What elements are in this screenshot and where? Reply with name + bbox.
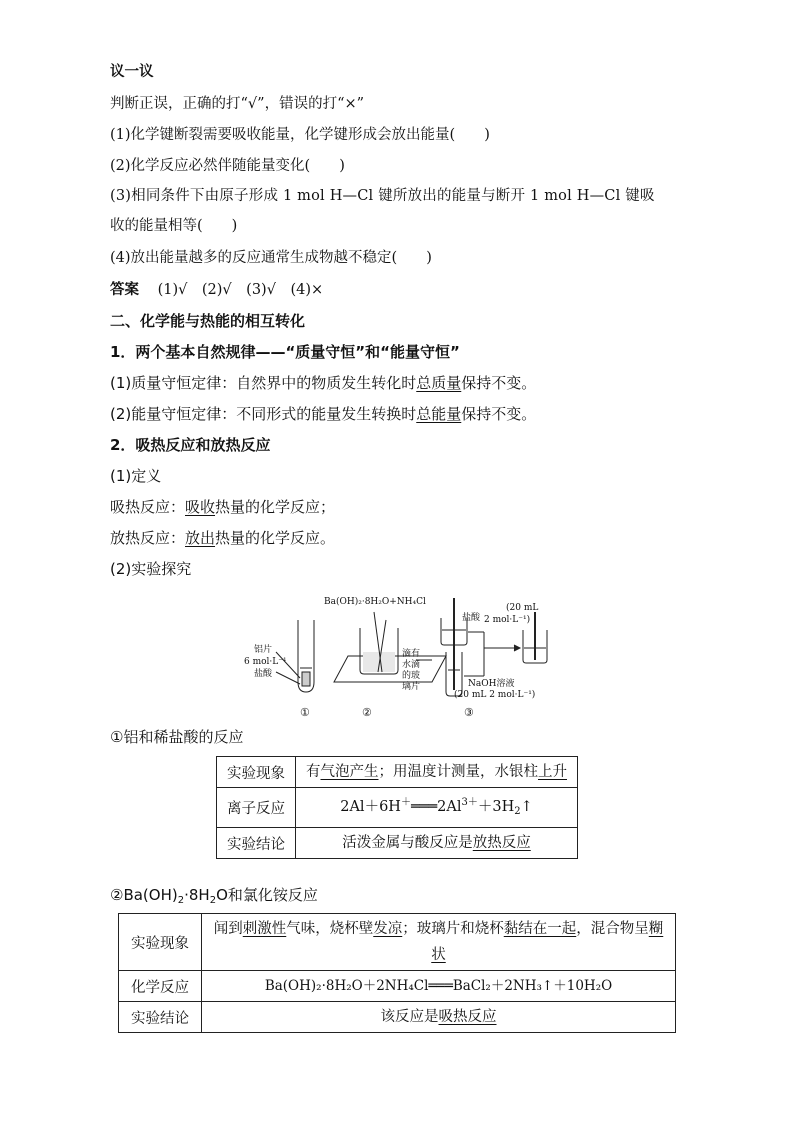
table-header-cell: 化学反应 (119, 971, 202, 1002)
answer-text: (1)√ (2)√ (3)√ (4)× (157, 282, 324, 298)
label-al-1: 铝片 (254, 645, 273, 655)
table-cell: 有气泡产生；用温度计测量，水银柱上升 (296, 757, 578, 788)
exp2-title: $②Ba(OH)_2\cdot 8H_2O$和氯化铵反应 (110, 886, 318, 906)
question-3-line1: (3)相同条件下由原子形成 1 mol H—Cl 键所放出的能量与断开 1 mol H—Cl 键吸 (110, 188, 655, 204)
table-row (119, 971, 676, 1002)
underline-answer: 总质量 (416, 374, 462, 392)
table-header-cell: 实验现象 (217, 757, 296, 788)
table-cell: 活泼金属与酸反应是放热反应 (296, 828, 578, 859)
table-row (217, 788, 578, 828)
exothermic-definition: 放热反应：放出热量的化学反应。 (110, 529, 336, 547)
table-row (119, 914, 676, 971)
explore-heading: (2)实验探究 (110, 560, 192, 578)
table-row (217, 757, 578, 788)
figure-number-3: ③ (464, 706, 474, 719)
energy-conservation: (2)能量守恒定律：不同形式的能量发生转换时总能量保持不变。 (110, 405, 537, 423)
table-cell: 该反应是吸热反应 (202, 1002, 676, 1033)
exp1-table (216, 756, 578, 859)
experiment-apparatus-figure (236, 590, 556, 720)
section-title: 二、化学能与热能的相互转化 (110, 312, 306, 330)
underline-answer: 吸热反应 (438, 1009, 497, 1025)
label-hcl: 盐酸 (462, 613, 481, 623)
exp1-title: ①铝和稀盐酸的反应 (110, 728, 244, 746)
question-3-line2: 收的能量相等( ) (110, 218, 238, 234)
question-4: (4)放出能量越多的反应通常生成物越不稳定( ) (110, 250, 432, 266)
discuss-instruction: 判断正误，正确的打“√”，错误的打“×” (110, 96, 365, 112)
table-row (119, 1002, 676, 1033)
mass-conservation: (1)质量守恒定律：自然界中的物质发生转化时总质量保持不变。 (110, 374, 537, 392)
label-reagents: Ba(OH)₂·8H₂O+NH₄Cl (324, 597, 426, 607)
underline-answer: 放出 (185, 529, 216, 547)
underline-answer: 黏结在一起 (503, 921, 577, 937)
underline-answer: 总能量 (416, 405, 462, 423)
heading-laws: 1．两个基本自然规律——“质量守恒”和“能量守恒” (110, 343, 460, 361)
table-cell: 闻到刺激性气味，烧杯壁发凉；玻璃片和烧杯黏结在一起，混合物呈糊状 (202, 914, 676, 971)
underline-answer: 上升 (538, 764, 567, 780)
label-al-2: 6 mol·L⁻¹ (244, 657, 287, 667)
label-water-1: 滴有 (402, 649, 421, 659)
label-hcl-conc-1: (20 mL (506, 603, 539, 613)
answer-line (110, 280, 323, 300)
definition-heading: (1)定义 (110, 467, 162, 485)
label-water-2: 水滴 (402, 660, 421, 670)
underline-answer: 发凉 (373, 921, 403, 937)
heading-endo-exo: 2．吸热反应和放热反应 (110, 436, 271, 454)
underline-answer: 刺激性 (242, 921, 287, 937)
table-row (217, 828, 578, 859)
label-water-4: 璃片 (402, 682, 421, 692)
label-water-3: 的玻 (402, 671, 421, 681)
table-header-cell: 离子反应 (217, 788, 296, 828)
exp2-table (118, 913, 676, 1033)
table-header-cell: 实验现象 (119, 914, 202, 971)
label-hcl-conc-2: 2 mol·L⁻¹) (484, 615, 531, 625)
label-al-3: 盐酸 (254, 669, 273, 679)
underline-answer: 吸收 (185, 498, 216, 516)
label-naoh-2: (20 mL 2 mol·L⁻¹) (454, 690, 536, 700)
table-header-cell: 实验结论 (217, 828, 296, 859)
figure-number-2: ② (362, 706, 372, 719)
label-naoh-1: NaOH溶液 (468, 679, 515, 689)
question-1: (1)化学键断裂需要吸收能量，化学键形成会放出能量( ) (110, 127, 490, 143)
discuss-title: 议一议 (110, 63, 154, 80)
table-header-cell: 实验结论 (119, 1002, 202, 1033)
underline-answer: 放热反应 (472, 835, 531, 851)
underline-answer: 糊状 (431, 921, 664, 963)
question-2: (2)化学反应必然伴随能量变化( ) (110, 158, 345, 174)
figure-number-1: ① (300, 706, 310, 719)
chemical-equation: Ba(OH)₂·8H₂O＋2NH₄Cl═══BaCl₂＋2NH₃↑＋10H₂O (202, 971, 676, 1002)
ionic-equation: $2Al+6H^+═══2Al^{3+}+3H_2↑$ (296, 788, 578, 828)
answer-label: 答案 (110, 281, 139, 298)
endothermic-definition: 吸热反应：吸收热量的化学反应； (110, 498, 336, 516)
underline-answer: 气泡产生 (320, 764, 379, 780)
